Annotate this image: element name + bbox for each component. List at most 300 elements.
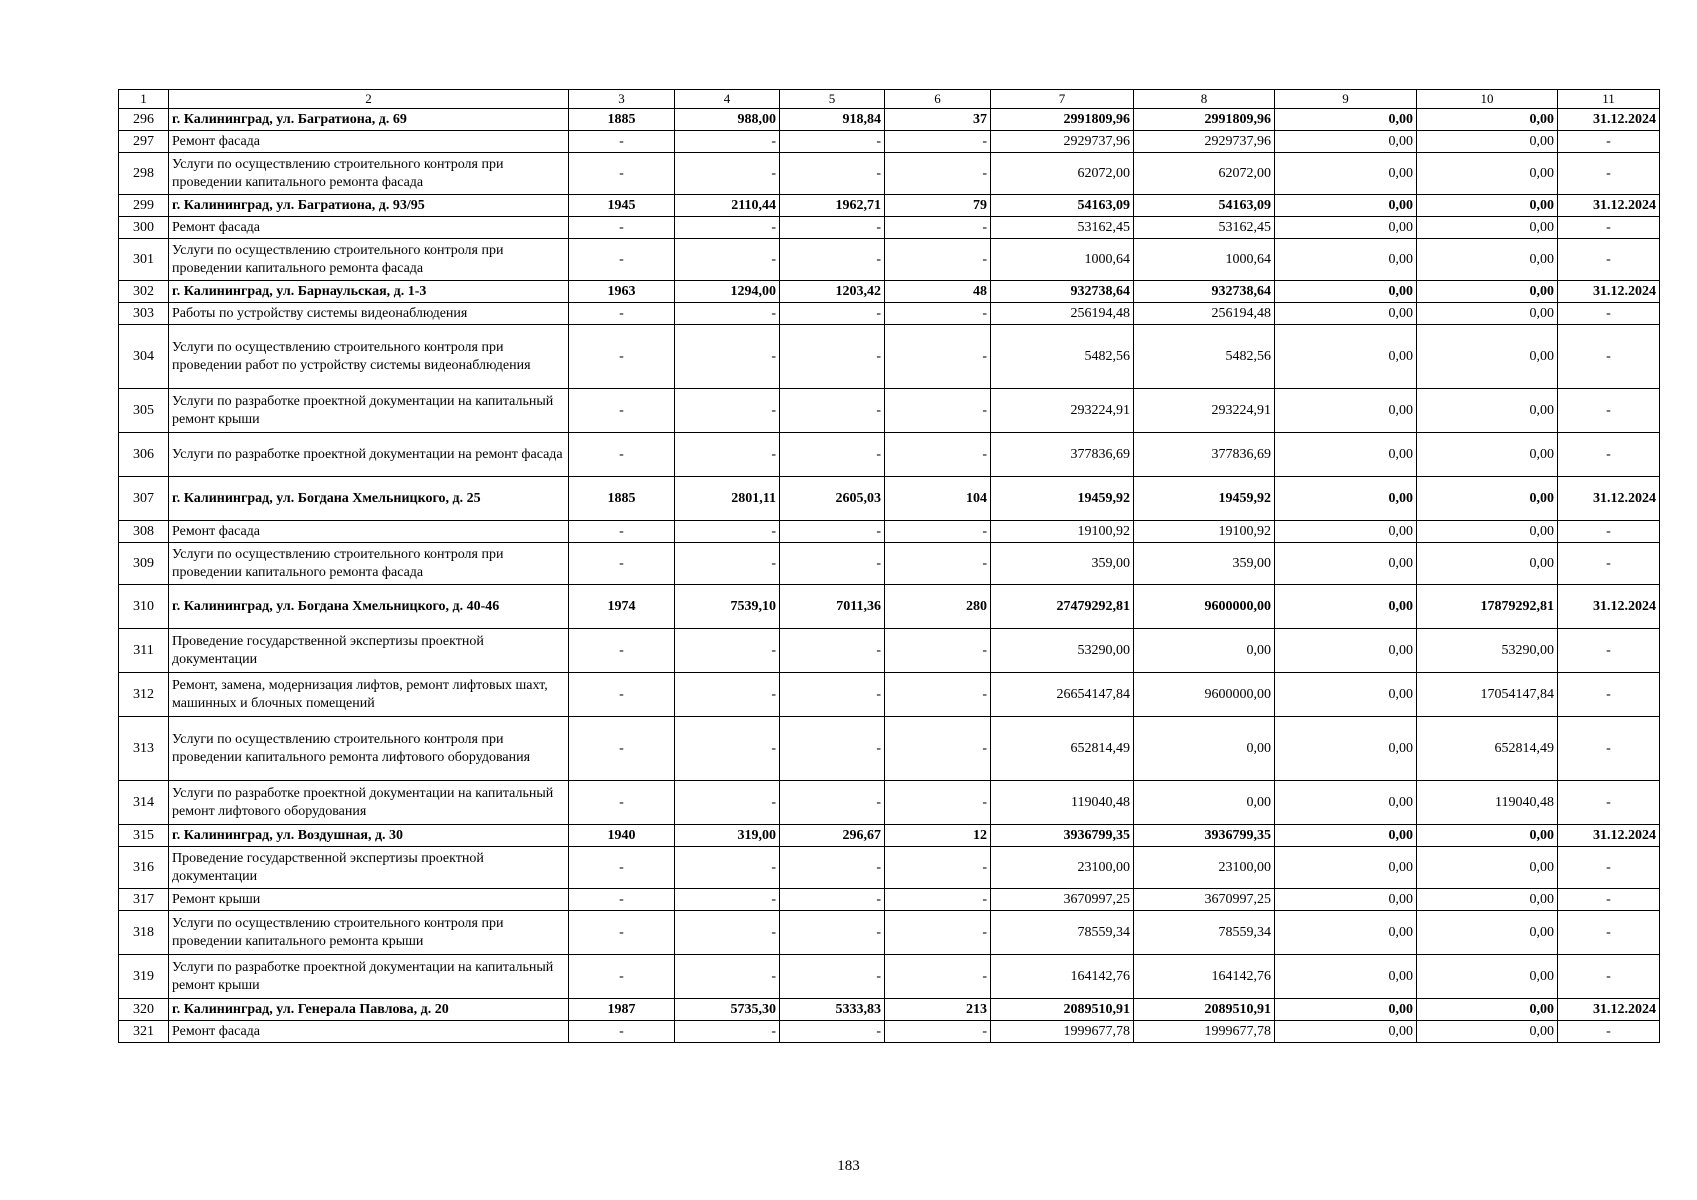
other-cost-cell: 0,00 [1417,955,1558,999]
living-area-cell: - [780,239,885,281]
total-area-cell: - [675,131,780,153]
total-area-cell: 1294,00 [675,281,780,303]
description-cell: г. Калининград, ул. Воздушная, д. 30 [169,825,569,847]
budget-cost-cell: 0,00 [1275,477,1417,521]
capital-repair-table [118,89,1660,1043]
description-cell: Услуги по осуществлению строительного контроля при проведении капитального ремонта фасада [169,153,569,195]
other-cost-cell: 0,00 [1417,217,1558,239]
fund-cost-cell: 1000,64 [1134,239,1275,281]
living-area-cell: - [780,521,885,543]
deadline-cell: - [1558,543,1660,585]
residents-cell: - [885,629,991,673]
total-cost-cell: 27479292,81 [991,585,1134,629]
deadline-cell: - [1558,521,1660,543]
table-row-address [119,825,1660,847]
deadline-cell: - [1558,911,1660,955]
deadline-cell: 31.12.2024 [1558,281,1660,303]
budget-cost-cell: 0,00 [1275,131,1417,153]
residents-cell: - [885,955,991,999]
fund-cost-cell: 0,00 [1134,629,1275,673]
row-number-cell: 298 [119,153,169,195]
total-cost-cell: 119040,48 [991,781,1134,825]
table-row-work [119,781,1660,825]
total-cost-cell: 3936799,35 [991,825,1134,847]
header-cell: 7 [991,90,1134,109]
residents-cell: 79 [885,195,991,217]
fund-cost-cell: 932738,64 [1134,281,1275,303]
other-cost-cell: 0,00 [1417,477,1558,521]
table-body [119,109,1660,1043]
total-area-cell: - [675,325,780,389]
living-area-cell: 1962,71 [780,195,885,217]
total-area-cell: - [675,389,780,433]
living-area-cell: 918,84 [780,109,885,131]
deadline-cell: - [1558,781,1660,825]
budget-cost-cell: 0,00 [1275,1021,1417,1043]
row-number-cell: 319 [119,955,169,999]
row-number-cell: 297 [119,131,169,153]
fund-cost-cell: 23100,00 [1134,847,1275,889]
total-cost-cell: 19459,92 [991,477,1134,521]
deadline-cell: 31.12.2024 [1558,999,1660,1021]
budget-cost-cell: 0,00 [1275,325,1417,389]
year-cell: - [569,131,675,153]
year-cell: - [569,433,675,477]
total-area-cell: - [675,847,780,889]
other-cost-cell: 0,00 [1417,889,1558,911]
residents-cell: 48 [885,281,991,303]
budget-cost-cell: 0,00 [1275,585,1417,629]
year-cell: - [569,217,675,239]
total-area-cell: - [675,1021,780,1043]
total-area-cell: - [675,781,780,825]
table-row-address [119,477,1660,521]
row-number-cell: 318 [119,911,169,955]
other-cost-cell: 0,00 [1417,911,1558,955]
other-cost-cell: 0,00 [1417,825,1558,847]
budget-cost-cell: 0,00 [1275,195,1417,217]
total-area-cell: - [675,303,780,325]
table-row-work [119,629,1660,673]
residents-cell: 37 [885,109,991,131]
table-row-address [119,585,1660,629]
fund-cost-cell: 54163,09 [1134,195,1275,217]
description-cell: Проведение государственной экспертизы проектной документации [169,847,569,889]
living-area-cell: - [780,303,885,325]
residents-cell: - [885,717,991,781]
table-row-work [119,673,1660,717]
budget-cost-cell: 0,00 [1275,999,1417,1021]
total-area-cell: - [675,521,780,543]
total-cost-cell: 5482,56 [991,325,1134,389]
budget-cost-cell: 0,00 [1275,911,1417,955]
deadline-cell: - [1558,433,1660,477]
fund-cost-cell: 2089510,91 [1134,999,1275,1021]
budget-cost-cell: 0,00 [1275,303,1417,325]
year-cell: - [569,911,675,955]
total-cost-cell: 19100,92 [991,521,1134,543]
description-cell: Ремонт фасада [169,521,569,543]
deadline-cell: 31.12.2024 [1558,825,1660,847]
deadline-cell: - [1558,847,1660,889]
residents-cell: 12 [885,825,991,847]
budget-cost-cell: 0,00 [1275,109,1417,131]
deadline-cell: - [1558,325,1660,389]
row-number-cell: 301 [119,239,169,281]
header-cell: 6 [885,90,991,109]
total-area-cell: - [675,717,780,781]
deadline-cell: - [1558,153,1660,195]
residents-cell: 104 [885,477,991,521]
row-number-cell: 309 [119,543,169,585]
row-number-cell: 314 [119,781,169,825]
row-number-cell: 316 [119,847,169,889]
header-cell: 1 [119,90,169,109]
year-cell: - [569,543,675,585]
residents-cell: - [885,1021,991,1043]
other-cost-cell: 0,00 [1417,433,1558,477]
deadline-cell: 31.12.2024 [1558,195,1660,217]
living-area-cell: - [780,781,885,825]
total-cost-cell: 53290,00 [991,629,1134,673]
header-cell: 5 [780,90,885,109]
fund-cost-cell: 3670997,25 [1134,889,1275,911]
column-number-header-row [119,90,1660,109]
residents-cell: - [885,153,991,195]
residents-cell: - [885,543,991,585]
deadline-cell: 31.12.2024 [1558,585,1660,629]
total-area-cell: 2801,11 [675,477,780,521]
deadline-cell: 31.12.2024 [1558,477,1660,521]
living-area-cell: - [780,131,885,153]
budget-cost-cell: 0,00 [1275,389,1417,433]
other-cost-cell: 0,00 [1417,195,1558,217]
budget-cost-cell: 0,00 [1275,281,1417,303]
year-cell: - [569,629,675,673]
total-cost-cell: 2089510,91 [991,999,1134,1021]
row-number-cell: 307 [119,477,169,521]
living-area-cell: - [780,717,885,781]
description-cell: Ремонт, замена, модернизация лифтов, ремонт лифтовых шахт, машинных и блочных помещений [169,673,569,717]
table-row-address [119,999,1660,1021]
deadline-cell: - [1558,1021,1660,1043]
fund-cost-cell: 19100,92 [1134,521,1275,543]
fund-cost-cell: 2929737,96 [1134,131,1275,153]
deadline-cell: - [1558,389,1660,433]
budget-cost-cell: 0,00 [1275,955,1417,999]
living-area-cell: 296,67 [780,825,885,847]
fund-cost-cell: 359,00 [1134,543,1275,585]
budget-cost-cell: 0,00 [1275,825,1417,847]
description-cell: Ремонт фасада [169,131,569,153]
deadline-cell: - [1558,955,1660,999]
living-area-cell: 7011,36 [780,585,885,629]
budget-cost-cell: 0,00 [1275,239,1417,281]
table-row-address [119,109,1660,131]
table-row-work [119,889,1660,911]
budget-cost-cell: 0,00 [1275,673,1417,717]
description-cell: г. Калининград, ул. Барнаульская, д. 1-3 [169,281,569,303]
living-area-cell: - [780,911,885,955]
year-cell: - [569,239,675,281]
table-row-work [119,543,1660,585]
fund-cost-cell: 9600000,00 [1134,673,1275,717]
residents-cell: 280 [885,585,991,629]
living-area-cell: - [780,217,885,239]
table-row-work [119,521,1660,543]
budget-cost-cell: 0,00 [1275,781,1417,825]
table-row-work [119,433,1660,477]
description-cell: Услуги по разработке проектной документации на капитальный ремонт крыши [169,955,569,999]
residents-cell: - [885,889,991,911]
living-area-cell: - [780,955,885,999]
living-area-cell: - [780,889,885,911]
residents-cell: - [885,847,991,889]
fund-cost-cell: 3936799,35 [1134,825,1275,847]
table-row-work [119,389,1660,433]
fund-cost-cell: 78559,34 [1134,911,1275,955]
row-number-cell: 303 [119,303,169,325]
residents-cell: - [885,781,991,825]
total-area-cell: 5735,30 [675,999,780,1021]
page-number: 183 [837,1158,860,1174]
total-cost-cell: 359,00 [991,543,1134,585]
year-cell: - [569,717,675,781]
total-cost-cell: 1999677,78 [991,1021,1134,1043]
budget-cost-cell: 0,00 [1275,847,1417,889]
residents-cell: - [885,239,991,281]
living-area-cell: - [780,847,885,889]
living-area-cell: - [780,1021,885,1043]
other-cost-cell: 17054147,84 [1417,673,1558,717]
total-cost-cell: 3670997,25 [991,889,1134,911]
deadline-cell: - [1558,889,1660,911]
residents-cell: 213 [885,999,991,1021]
deadline-cell: - [1558,673,1660,717]
total-area-cell: - [675,433,780,477]
total-area-cell: 2110,44 [675,195,780,217]
description-cell: г. Калининград, ул. Багратиона, д. 93/95 [169,195,569,217]
total-area-cell: - [675,955,780,999]
living-area-cell: - [780,325,885,389]
row-number-cell: 308 [119,521,169,543]
row-number-cell: 311 [119,629,169,673]
year-cell: - [569,781,675,825]
year-cell: 1945 [569,195,675,217]
fund-cost-cell: 256194,48 [1134,303,1275,325]
other-cost-cell: 0,00 [1417,999,1558,1021]
living-area-cell: 2605,03 [780,477,885,521]
other-cost-cell: 0,00 [1417,109,1558,131]
description-cell: Услуги по осуществлению строительного контроля при проведении капитального ремонта фасада [169,239,569,281]
description-cell: Услуги по осуществлению строительного контроля при проведении капитального ремонта крыши [169,911,569,955]
row-number-cell: 317 [119,889,169,911]
row-number-cell: 305 [119,389,169,433]
deadline-cell: - [1558,303,1660,325]
living-area-cell: - [780,629,885,673]
description-cell: Ремонт крыши [169,889,569,911]
row-number-cell: 306 [119,433,169,477]
total-area-cell: - [675,911,780,955]
other-cost-cell: 0,00 [1417,325,1558,389]
table-row-address [119,281,1660,303]
other-cost-cell: 0,00 [1417,239,1558,281]
total-cost-cell: 2929737,96 [991,131,1134,153]
row-number-cell: 299 [119,195,169,217]
fund-cost-cell: 19459,92 [1134,477,1275,521]
living-area-cell: 1203,42 [780,281,885,303]
fund-cost-cell: 2991809,96 [1134,109,1275,131]
fund-cost-cell: 5482,56 [1134,325,1275,389]
total-area-cell: 319,00 [675,825,780,847]
deadline-cell: 31.12.2024 [1558,109,1660,131]
header-cell: 11 [1558,90,1660,109]
year-cell: - [569,153,675,195]
budget-cost-cell: 0,00 [1275,543,1417,585]
other-cost-cell: 0,00 [1417,847,1558,889]
total-cost-cell: 78559,34 [991,911,1134,955]
total-cost-cell: 164142,76 [991,955,1134,999]
description-cell: Услуги по разработке проектной документации на капитальный ремонт лифтового оборудования [169,781,569,825]
table-row-work [119,955,1660,999]
budget-cost-cell: 0,00 [1275,629,1417,673]
total-cost-cell: 62072,00 [991,153,1134,195]
residents-cell: - [885,521,991,543]
table-row-address [119,195,1660,217]
year-cell: 1963 [569,281,675,303]
total-area-cell: - [675,217,780,239]
budget-cost-cell: 0,00 [1275,433,1417,477]
fund-cost-cell: 53162,45 [1134,217,1275,239]
other-cost-cell: 17879292,81 [1417,585,1558,629]
row-number-cell: 315 [119,825,169,847]
row-number-cell: 320 [119,999,169,1021]
total-cost-cell: 23100,00 [991,847,1134,889]
residents-cell: - [885,131,991,153]
description-cell: Услуги по осуществлению строительного контроля при проведении капитального ремонта фасада [169,543,569,585]
table-row-work [119,217,1660,239]
year-cell: 1885 [569,109,675,131]
fund-cost-cell: 0,00 [1134,781,1275,825]
year-cell: 1974 [569,585,675,629]
fund-cost-cell: 62072,00 [1134,153,1275,195]
budget-cost-cell: 0,00 [1275,153,1417,195]
other-cost-cell: 0,00 [1417,281,1558,303]
deadline-cell: - [1558,131,1660,153]
year-cell: 1940 [569,825,675,847]
living-area-cell: - [780,543,885,585]
other-cost-cell: 0,00 [1417,131,1558,153]
header-cell: 4 [675,90,780,109]
other-cost-cell: 0,00 [1417,153,1558,195]
other-cost-cell: 0,00 [1417,543,1558,585]
living-area-cell: 5333,83 [780,999,885,1021]
description-cell: Услуги по разработке проектной документации на ремонт фасада [169,433,569,477]
header-cell: 3 [569,90,675,109]
deadline-cell: - [1558,629,1660,673]
total-cost-cell: 54163,09 [991,195,1134,217]
deadline-cell: - [1558,239,1660,281]
total-cost-cell: 652814,49 [991,717,1134,781]
total-area-cell: - [675,153,780,195]
year-cell: - [569,389,675,433]
total-cost-cell: 932738,64 [991,281,1134,303]
year-cell: - [569,673,675,717]
living-area-cell: - [780,433,885,477]
total-cost-cell: 1000,64 [991,239,1134,281]
total-area-cell: - [675,889,780,911]
description-cell: Услуги по осуществлению строительного контроля при проведении работ по устройству системы видеонаблюдения [169,325,569,389]
year-cell: 1987 [569,999,675,1021]
table-row-work [119,239,1660,281]
year-cell: - [569,303,675,325]
total-cost-cell: 377836,69 [991,433,1134,477]
description-cell: г. Калининград, ул. Богдана Хмельницкого, д. 40-46 [169,585,569,629]
other-cost-cell: 119040,48 [1417,781,1558,825]
description-cell: Работы по устройству системы видеонаблюдения [169,303,569,325]
table-row-work [119,303,1660,325]
table-row-work [119,1021,1660,1043]
budget-cost-cell: 0,00 [1275,217,1417,239]
description-cell: г. Калининград, ул. Генерала Павлова, д. 20 [169,999,569,1021]
year-cell: 1885 [569,477,675,521]
residents-cell: - [885,433,991,477]
total-cost-cell: 26654147,84 [991,673,1134,717]
description-cell: г. Калининград, ул. Богдана Хмельницкого, д. 25 [169,477,569,521]
table-row-work [119,325,1660,389]
description-cell: г. Калининград, ул. Багратиона, д. 69 [169,109,569,131]
budget-cost-cell: 0,00 [1275,889,1417,911]
header-cell: 8 [1134,90,1275,109]
year-cell: - [569,889,675,911]
row-number-cell: 302 [119,281,169,303]
other-cost-cell: 652814,49 [1417,717,1558,781]
total-area-cell: - [675,239,780,281]
year-cell: - [569,955,675,999]
residents-cell: - [885,673,991,717]
total-area-cell: - [675,673,780,717]
fund-cost-cell: 293224,91 [1134,389,1275,433]
fund-cost-cell: 1999677,78 [1134,1021,1275,1043]
year-cell: - [569,1021,675,1043]
total-cost-cell: 2991809,96 [991,109,1134,131]
other-cost-cell: 0,00 [1417,521,1558,543]
row-number-cell: 310 [119,585,169,629]
budget-cost-cell: 0,00 [1275,521,1417,543]
total-area-cell: - [675,543,780,585]
description-cell: Услуги по разработке проектной документации на капитальный ремонт крыши [169,389,569,433]
description-cell: Услуги по осуществлению строительного контроля при проведении капитального ремонта лифтового оборудования [169,717,569,781]
fund-cost-cell: 0,00 [1134,717,1275,781]
living-area-cell: - [780,389,885,433]
budget-cost-cell: 0,00 [1275,717,1417,781]
table-row-work [119,153,1660,195]
fund-cost-cell: 9600000,00 [1134,585,1275,629]
year-cell: - [569,521,675,543]
table-row-work [119,847,1660,889]
description-cell: Проведение государственной экспертизы проектной документации [169,629,569,673]
table-row-work [119,911,1660,955]
residents-cell: - [885,303,991,325]
table-row-work [119,717,1660,781]
other-cost-cell: 53290,00 [1417,629,1558,673]
year-cell: - [569,325,675,389]
header-cell: 9 [1275,90,1417,109]
fund-cost-cell: 164142,76 [1134,955,1275,999]
row-number-cell: 313 [119,717,169,781]
total-cost-cell: 53162,45 [991,217,1134,239]
deadline-cell: - [1558,217,1660,239]
